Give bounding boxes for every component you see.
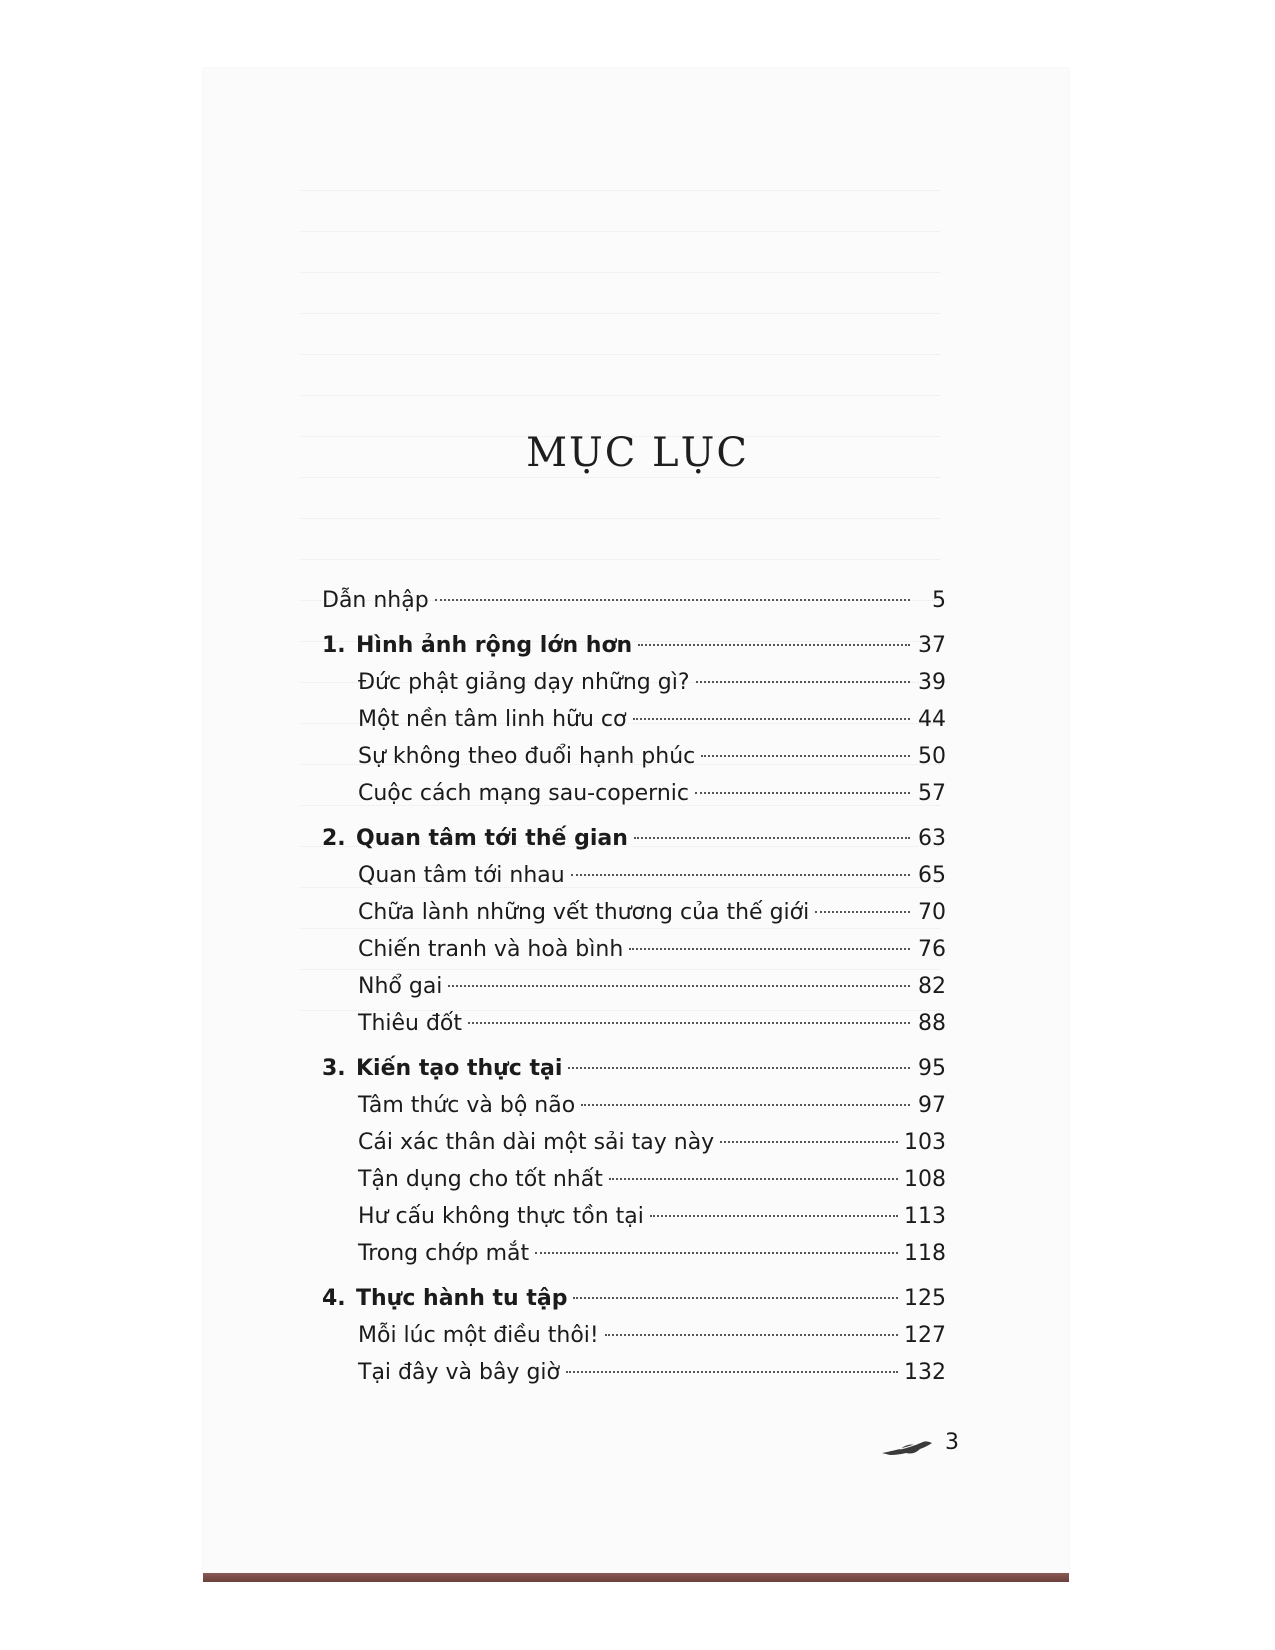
section-page: 39 (918, 670, 946, 695)
toc-section (322, 974, 946, 1011)
dot-leader (720, 1141, 898, 1143)
section-page: 44 (918, 707, 946, 732)
dot-leader (634, 837, 910, 839)
toc-chapter (322, 826, 946, 863)
toc-section (322, 1130, 946, 1167)
section-page: 76 (918, 937, 946, 962)
section-page: 57 (918, 781, 946, 806)
dot-leader (701, 755, 910, 757)
dot-leader (568, 1067, 910, 1069)
chapter-page: 125 (904, 1286, 946, 1311)
chapter-page: 95 (918, 1056, 946, 1081)
section-page: 108 (904, 1167, 946, 1192)
toc-chapter (322, 633, 946, 670)
dot-leader (633, 718, 911, 720)
chapter-number: 4. (322, 1286, 346, 1311)
chapter-title: Quan tâm tới thế gian (356, 826, 628, 851)
toc-section (322, 1360, 946, 1397)
section-title: Tận dụng cho tốt nhất (358, 1167, 603, 1192)
toc-section (322, 1011, 946, 1048)
toc-section (322, 670, 946, 707)
dot-leader (468, 1022, 910, 1024)
page-number: 3 (945, 1430, 959, 1455)
section-page: 70 (918, 900, 946, 925)
section-page: 132 (904, 1360, 946, 1385)
page-edge (203, 1573, 1069, 1582)
chapter-number: 2. (322, 826, 346, 851)
toc-section (322, 1093, 946, 1130)
dot-leader (573, 1297, 898, 1299)
section-title: Nhổ gai (358, 974, 443, 999)
toc-chapters (322, 633, 946, 1397)
chapter-title: Thực hành tu tập (356, 1286, 568, 1311)
toc-chapter (322, 1056, 946, 1093)
toc-chapter (322, 1286, 946, 1323)
section-title: Mỗi lúc một điều thôi! (358, 1323, 599, 1348)
section-page: 118 (904, 1241, 946, 1266)
chapter-page: 63 (918, 826, 946, 851)
section-title: Chiến tranh và hoà bình (358, 937, 624, 962)
toc-section (322, 1167, 946, 1204)
dot-leader (566, 1371, 898, 1373)
chapter-number: 1. (322, 633, 346, 658)
toc-section (322, 1204, 946, 1241)
toc-section (322, 937, 946, 974)
section-title: Cuộc cách mạng sau-copernic (358, 781, 689, 806)
chapter-title: Hình ảnh rộng lớn hơn (356, 633, 633, 658)
section-page: 65 (918, 863, 946, 888)
page-title: MỤC LỤC (526, 430, 749, 476)
dot-leader (638, 644, 910, 646)
section-title: Tại đây và bây giờ (358, 1360, 560, 1385)
section-title: Tâm thức và bộ não (358, 1093, 576, 1118)
chapter-number: 3. (322, 1056, 346, 1081)
section-page: 97 (918, 1093, 946, 1118)
toc-section (322, 900, 946, 937)
dot-leader (448, 985, 910, 987)
dot-leader (571, 874, 910, 876)
toc-section (322, 707, 946, 744)
section-page: 82 (918, 974, 946, 999)
section-title: Trong chớp mắt (358, 1241, 530, 1266)
section-title: Quan tâm tới nhau (358, 863, 565, 888)
toc-section (322, 744, 946, 781)
section-title: Hư cấu không thực tồn tại (358, 1204, 644, 1229)
toc-section (322, 1241, 946, 1278)
toc-section (322, 863, 946, 900)
toc-entry-label: Dẫn nhập (322, 588, 429, 613)
chapter-title: Kiến tạo thực tại (356, 1056, 563, 1081)
section-title: Thiêu đốt (358, 1011, 463, 1036)
section-title: Đức phật giảng dạy những gì? (358, 670, 690, 695)
section-page: 103 (904, 1130, 946, 1155)
section-page: 113 (904, 1204, 946, 1229)
section-title: Chữa lành những vết thương của thế giới (358, 900, 810, 925)
toc-section (322, 1323, 946, 1360)
dot-leader (581, 1104, 910, 1106)
leaf-ornament-icon (880, 1437, 936, 1459)
toc-intro (322, 588, 946, 625)
dot-leader (650, 1215, 898, 1217)
dot-leader (629, 948, 910, 950)
toc-section (322, 781, 946, 818)
dot-leader (605, 1334, 898, 1336)
table-of-contents (322, 588, 946, 1397)
section-title: Sự không theo đuổi hạnh phúc (358, 744, 696, 769)
dot-leader (609, 1178, 898, 1180)
section-page: 50 (918, 744, 946, 769)
section-page: 88 (918, 1011, 946, 1036)
dot-leader (535, 1252, 898, 1254)
dot-leader (435, 599, 910, 601)
dot-leader (695, 792, 910, 794)
section-title: Cái xác thân dài một sải tay này (358, 1130, 715, 1155)
dot-leader (696, 681, 911, 683)
toc-entry-page: 5 (932, 588, 946, 613)
section-page: 127 (904, 1323, 946, 1348)
section-title: Một nền tâm linh hữu cơ (358, 707, 627, 732)
dot-leader (815, 911, 910, 913)
chapter-page: 37 (918, 633, 946, 658)
